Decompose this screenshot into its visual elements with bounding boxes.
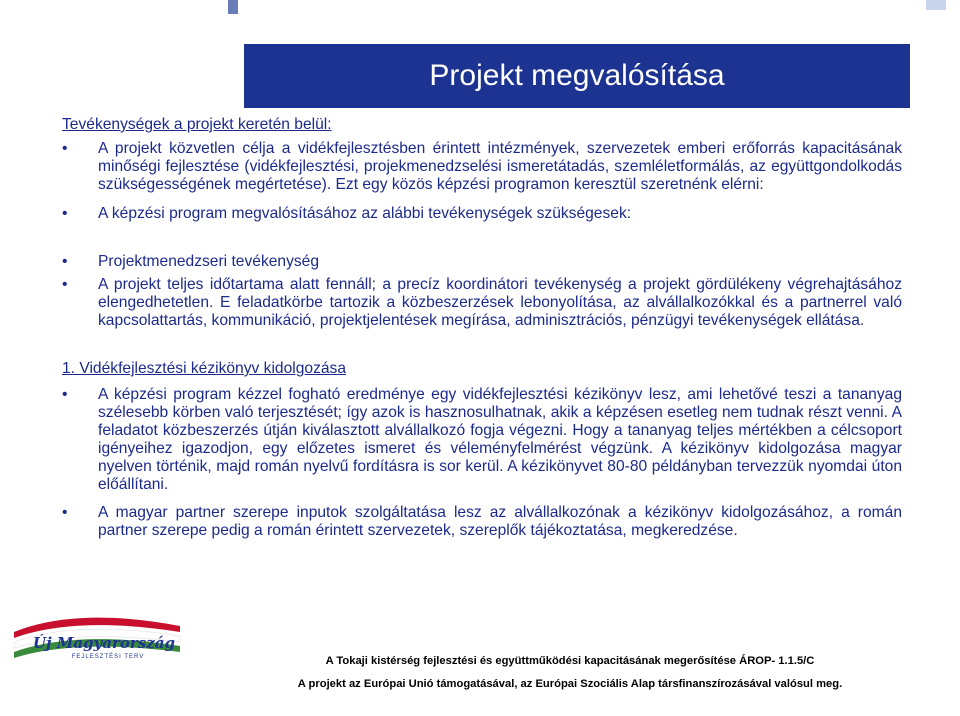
slide-content — [62, 116, 902, 540]
bullet-icon: • — [62, 140, 68, 157]
list-item-text: Projektmenedzseri tevékenység — [98, 253, 320, 270]
list-item-text: A projekt közvetlen célja a vidékfejlesztésben érintett intézmények, szervezetek emberi erőforrás kapacitásának minőségi fejlesztése (vidékfejlesztési, projekmenedzselési ismeretátadás, szemléletformálás, az együttgondolkodás szükségességének megértetése). Ezt egy közös képzési programon keresztül szeretnénk elérni: — [98, 140, 902, 193]
list-item — [62, 140, 902, 194]
list-item-text: A képzési program kézzel fogható eredménye egy vidékfejlesztési kézikönyv lesz, ami lehetővé teszi a tananyag szélesebb körben való terjesztését; így azok is hasznosulhatnak, akik a képzésen esetleg nem tudnak részt venni. A feladatot közbeszerzés útján kiválasztott alvállalkozó fogja végezni. Hogy a tananyag teljes mértékben a célcsoport igényeihez igazodjon, egy előzetes ismeret és véleményfelmérést végzünk. A kézikönyv kidolgozása magyar nyelven történik, majd román nyelvű fordításra is sor kerül. A kézikönyvet 80-80 példányban tervezzük nyomdai úton előállítani. — [98, 386, 902, 493]
top-right-decoration — [926, 0, 946, 10]
list-item-text: A képzési program megvalósításához az alábbi tevékenységek szükségesek: — [98, 205, 632, 222]
list-item — [62, 386, 902, 494]
bullet-icon: • — [62, 253, 68, 270]
list-item-text: A magyar partner szerepe inputok szolgáltatása lesz az alvállalkozónak a kézikönyv kidolgozásához, a román partner szerepe pedig a román érintett szervezetek, szereplők tájékoztatása, megkeredzése. — [98, 504, 902, 539]
logo-text: Új Magyarország — [33, 634, 175, 652]
list-item — [62, 253, 902, 271]
list-item — [62, 504, 902, 540]
section3-heading: 1. Vidékfejlesztési kézikönyv kidolgozása — [62, 360, 347, 377]
page-title: Projekt megvalósítása — [429, 59, 725, 92]
top-left-decoration — [228, 0, 238, 14]
bullet-icon: • — [62, 276, 68, 293]
list-item-text: A projekt teljes időtartama alatt fennáll; a precíz koordinátori tevékenység a projekt gördülékeny végrehajtásához elengedhetetlen. E feladatkörbe tartozik a közbeszerzések lebonyolítása, az alvállalkozókkal és a partnerrel való kapcsolattartás, kommunikáció, projektjelentések megírása, adminisztrációs, pénzügyi tevékenységek ellátása. — [98, 276, 902, 329]
logo-subtext: FEJLESZTÉSI TERV — [71, 654, 145, 660]
bullet-icon: • — [62, 386, 68, 403]
list-item — [62, 205, 902, 223]
footer-line-1: A Tokaji kistérség fejlesztési és együttműködési kapacitásának megerősítése ÁROP- 1.1.5/C — [325, 655, 815, 667]
uj-magyarorszag-logo — [8, 612, 188, 682]
bullet-icon: • — [62, 205, 68, 222]
section1-heading: Tevékenységek a projekt keretén belül: — [62, 116, 332, 133]
list-item — [62, 276, 902, 330]
bullet-icon: • — [62, 504, 68, 521]
footer-line-2: A projekt az Európai Unió támogatásával, az Európai Szociális Alap társfinanszírozásával valósul meg. — [297, 678, 843, 690]
